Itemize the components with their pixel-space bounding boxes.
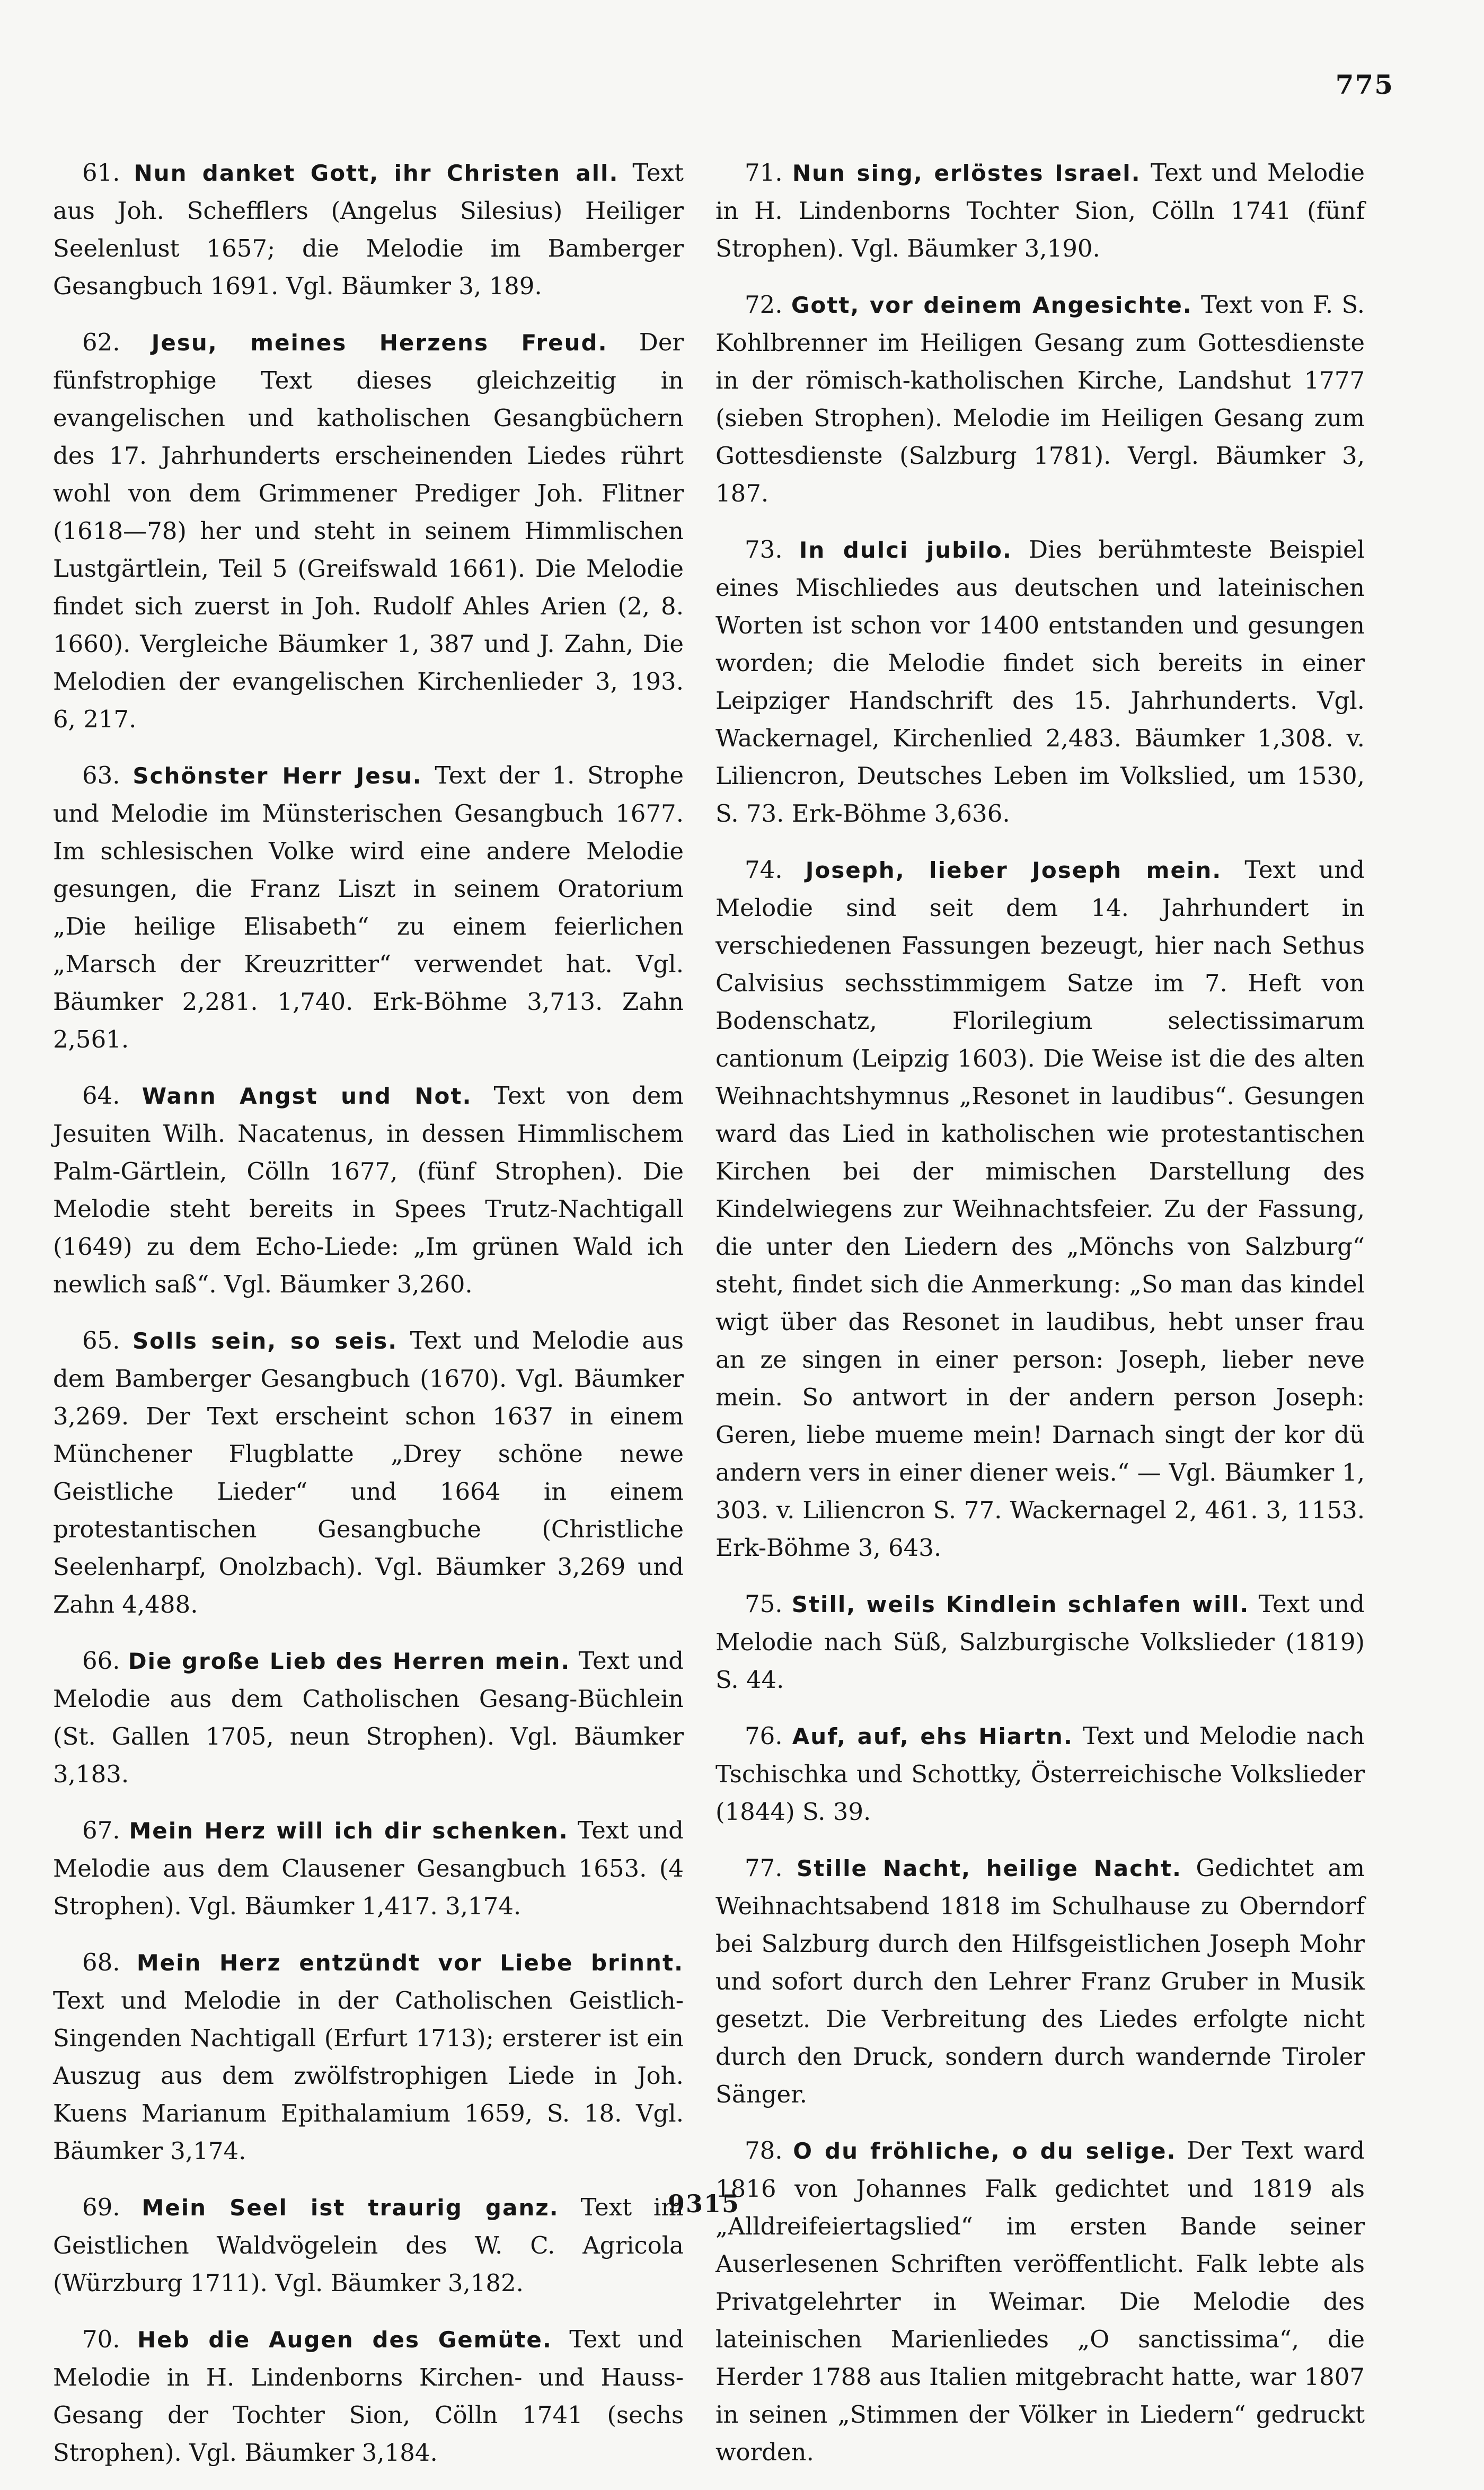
entry-body: Der Text ward 1816 von Johannes Falk gedichtet und 1819 als „Alldreifeiertagslied“ im ersten Bande seiner Auserlesenen Schriften veröffentlicht. Falk lebte als Privatgelehrter in Weimar. Die Melodie des lateinischen Marienliedes „O sanctissima“, die Herder 1788 aus Italien mitgebracht hatte, war 1807 in seinen „Stimmen der Völker in Liedern“ gedruckt worden.: [716, 2136, 1365, 2466]
entry-body: Text von dem Jesuiten Wilh. Nacatenus, in dessen Himmlischem Palm-Gärtlein, Cölln 1677, (fünf Strophen). Die Melodie steht bereits in Spees Trutz-Nachtigall (1649) zu dem Echo-Liede: „Im grünen Wald ich newlich saß“. Vgl. Bäumker 3,260.: [53, 1081, 684, 1298]
entry-title: Mein Herz entzündt vor Liebe brinnt.: [136, 1950, 684, 1976]
entry-body: Text aus Joh. Schefflers (Angelus Silesius) Heiliger Seelenlust 1657; die Melodie im Bamberger Gesangbuch 1691. Vgl. Bäumker 3, 189.: [53, 159, 684, 300]
entry-number: 68.: [82, 1948, 120, 1976]
entry-77: [716, 1849, 1365, 2113]
entry-title: Nun danket Gott, ihr Christen all.: [134, 160, 619, 186]
entry-number: 77.: [745, 1854, 783, 1882]
entry-number: 65.: [82, 1326, 120, 1354]
entry-73: [716, 531, 1365, 832]
entry-title: Joseph, lieber Joseph mein.: [805, 857, 1222, 883]
entry-69: [53, 2188, 684, 2302]
entry-title: Solls sein, so seis.: [132, 1328, 398, 1354]
column-divider: [699, 159, 700, 2121]
entry-78: [716, 2132, 1365, 2471]
entry-number: 78.: [745, 2136, 783, 2165]
entry-number: 63.: [82, 761, 120, 789]
entry-body: Text von F. S. Kohlbrenner im Heiligen Gesang zum Gottesdienste in der römisch-katholischen Kirche, Landshut 1777 (sieben Strophen). Melodie im Heiligen Gesang zum Gottesdienste (Salzburg 1781). Vergl. Bäumker 3, 187.: [716, 291, 1365, 507]
entry-number: 76.: [745, 1722, 783, 1750]
left-column: [53, 154, 684, 2490]
entry-body: Text und Melodie sind seit dem 14. Jahrhundert in verschiedenen Fassungen bezeugt, hier nach Sethus Calvisius sechsstimmigem Satze im 7. Heft von Bodenschatz, Florilegium selectissimarum cantionum (Leipzig 1603). Die Weise ist die des alten Weihnachtshymnus „Resonet in laudibus“. Gesungen ward das Lied in katholischen wie protestantischen Kirchen bei der mimischen Darstellung des Kindelwiegens zur Weihnachtsfeier. Zu der Fassung, die unter den Liedern des „Mönchs von Salzburg“ steht, findet sich die Anmerkung: „So man das kindel wigt über das Resonet in laudibus, hebt unser frau an ze singen in einer person: Joseph, lieber neve mein. So antwort in der andern person Joseph: Geren, liebe mueme mein! Darnach singt der kor dü andern vers in einer diener weis.“ — Vgl. Bäumker 1, 303. v. Liliencron S. 77. Wackernagel 2, 461. 3, 1153. Erk-Böhme 3, 643.: [716, 856, 1365, 1562]
entry-number: 75.: [745, 1590, 783, 1618]
entry-title: Mein Seel ist traurig ganz.: [142, 2195, 559, 2221]
entry-62: [53, 323, 684, 738]
entry-number: 62.: [82, 328, 120, 356]
entry-number: 74.: [745, 856, 783, 884]
right-column: [716, 154, 1365, 2489]
entry-title: Nun sing, erlöstes Israel.: [792, 160, 1141, 186]
entry-title: Schönster Herr Jesu.: [132, 763, 422, 789]
entry-title: Die große Lieb des Herren mein.: [128, 1648, 571, 1674]
entry-title: Heb die Augen des Gemüte.: [137, 2327, 552, 2353]
entry-body: Text und Melodie aus dem Bamberger Gesangbuch (1670). Vgl. Bäumker 3,269. Der Text erscheint schon 1637 in einem Münchener Flugblatte „Drey schöne newe Geistliche Lieder“ und 1664 in einem protestantischen Gesangbuche (Christliche Seelenharpf, Onolzbach). Vgl. Bäumker 3,269 und Zahn 4,488.: [53, 1326, 684, 1618]
entry-74: [716, 851, 1365, 1567]
entry-number: 61.: [82, 159, 120, 187]
entry-title: Wann Angst und Not.: [142, 1083, 472, 1109]
entry-body: Text und Melodie in der Catholischen Geistlich-Singenden Nachtigall (Erfurt 1713); ersterer ist ein Auszug aus dem zwölfstrophigen Liede in Joh. Kuens Marianum Epithalamium 1659, S. 18. Vgl. Bäumker 3,174.: [53, 1986, 684, 2165]
entry-66: [53, 1642, 684, 1793]
entry-title: Gott, vor deinem Angesichte.: [791, 292, 1192, 318]
entry-number: 71.: [745, 159, 783, 187]
entry-75: [716, 1585, 1365, 1699]
entry-body: Text und Melodie aus dem Catholischen Gesang-Büchlein (St. Gallen 1705, neun Strophen). Vgl. Bäumker 3,183.: [53, 1647, 684, 1788]
entry-65: [53, 1322, 684, 1623]
entry-64: [53, 1077, 684, 1303]
entry-body: Dies berühmteste Beispiel eines Mischliedes aus deutschen und lateinischen Worten ist schon vor 1400 entstanden und gesungen worden; die Melodie findet sich bereits in einer Leipziger Handschrift des 15. Jahrhunderts. Vgl. Wackernagel, Kirchenlied 2,483. Bäumker 1,308. v. Liliencron, Deutsches Leben im Volkslied, um 1530, S. 73. Erk-Böhme 3,636.: [716, 535, 1365, 828]
entry-body: Text und Melodie in H. Lindenborns Tochter Sion, Cölln 1741 (fünf Strophen). Vgl. Bäumker 3,190.: [716, 159, 1365, 262]
entry-63: [53, 756, 684, 1058]
entry-61: [53, 154, 684, 305]
entry-number: 64.: [82, 1081, 120, 1110]
entry-title: Jesu, meines Herzens Freud.: [151, 330, 608, 356]
entry-body: Text und Melodie nach Süß, Salzburgische Volkslieder (1819) S. 44.: [716, 1590, 1365, 1694]
entry-number: 69.: [82, 2193, 120, 2221]
page-number: 775: [1335, 69, 1394, 100]
entry-title: Stille Nacht, heilige Nacht.: [796, 1855, 1182, 1881]
entry-number: 67.: [82, 1816, 120, 1844]
entry-title: Mein Herz will ich dir schenken.: [129, 1818, 569, 1844]
entry-76: [716, 1717, 1365, 1831]
entry-67: [53, 1811, 684, 1925]
entry-body: Text und Melodie nach Tschischka und Schottky, Österreichische Volkslieder (1844) S. 39.: [716, 1722, 1365, 1826]
entry-body: Text im Geistlichen Waldvögelein des W. C. Agricola (Würzburg 1711). Vgl. Bäumker 3,182.: [53, 2193, 684, 2297]
entry-title: Still, weils Kindlein schlafen will.: [791, 1591, 1250, 1617]
entry-body: Text der 1. Strophe und Melodie im Münsterischen Gesangbuch 1677. Im schlesischen Volke wird eine andere Melodie gesungen, die Franz Liszt in seinem Oratorium „Die heilige Elisabeth“ zu einem feierlichen „Marsch der Kreuzritter“ verwendet hat. Vgl. Bäumker 2,281. 1,740. Erk-Böhme 3,713. Zahn 2,561.: [53, 761, 684, 1053]
entry-number: 73.: [745, 535, 783, 564]
footer-number: 9315: [668, 2189, 740, 2218]
entry-title: Auf, auf, ehs Hiartn.: [792, 1723, 1073, 1749]
entry-number: 72.: [745, 291, 783, 319]
entry-number: 66.: [82, 1647, 120, 1675]
entry-71: [716, 154, 1365, 267]
entry-title: In dulci jubilo.: [799, 537, 1012, 563]
entry-72: [716, 286, 1365, 512]
entry-68: [53, 1943, 684, 2170]
entry-body: Gedichtet am Weihnachtsabend 1818 im Schulhause zu Oberndorf bei Salzburg durch den Hilfsgeistlichen Joseph Mohr und sofort durch den Lehrer Franz Gruber in Musik gesetzt. Die Verbreitung des Liedes erfolgte nicht durch den Druck, sondern durch wandernde Tiroler Sänger.: [716, 1854, 1365, 2108]
entry-body: Text und Melodie in H. Lindenborns Kirchen- und Hauss-Gesang der Tochter Sion, Cölln 1741 (sechs Strophen). Vgl. Bäumker 3,184.: [53, 2325, 684, 2467]
entry-title: O du fröhliche, o du selige.: [793, 2138, 1177, 2164]
entry-body: Text und Melodie aus dem Clausener Gesangbuch 1653. (4 Strophen). Vgl. Bäumker 1,417. 3,174.: [53, 1816, 684, 1920]
entry-number: 70.: [82, 2325, 120, 2353]
entry-70: [53, 2320, 684, 2471]
entry-body: Der fünfstrophige Text dieses gleichzeitig in evangelischen und katholischen Gesangbüchern des 17. Jahrhunderts erscheinenden Liedes rührt wohl von dem Grimmener Prediger Joh. Flitner (1618—78) her und steht in seinem Himmlischen Lustgärtlein, Teil 5 (Greifswald 1661). Die Melodie findet sich zuerst in Joh. Rudolf Ahles Arien (2, 8. 1660). Vergleiche Bäumker 1, 387 und J. Zahn, Die Melodien der evangelischen Kirchenlieder 3, 193. 6, 217.: [53, 328, 684, 733]
